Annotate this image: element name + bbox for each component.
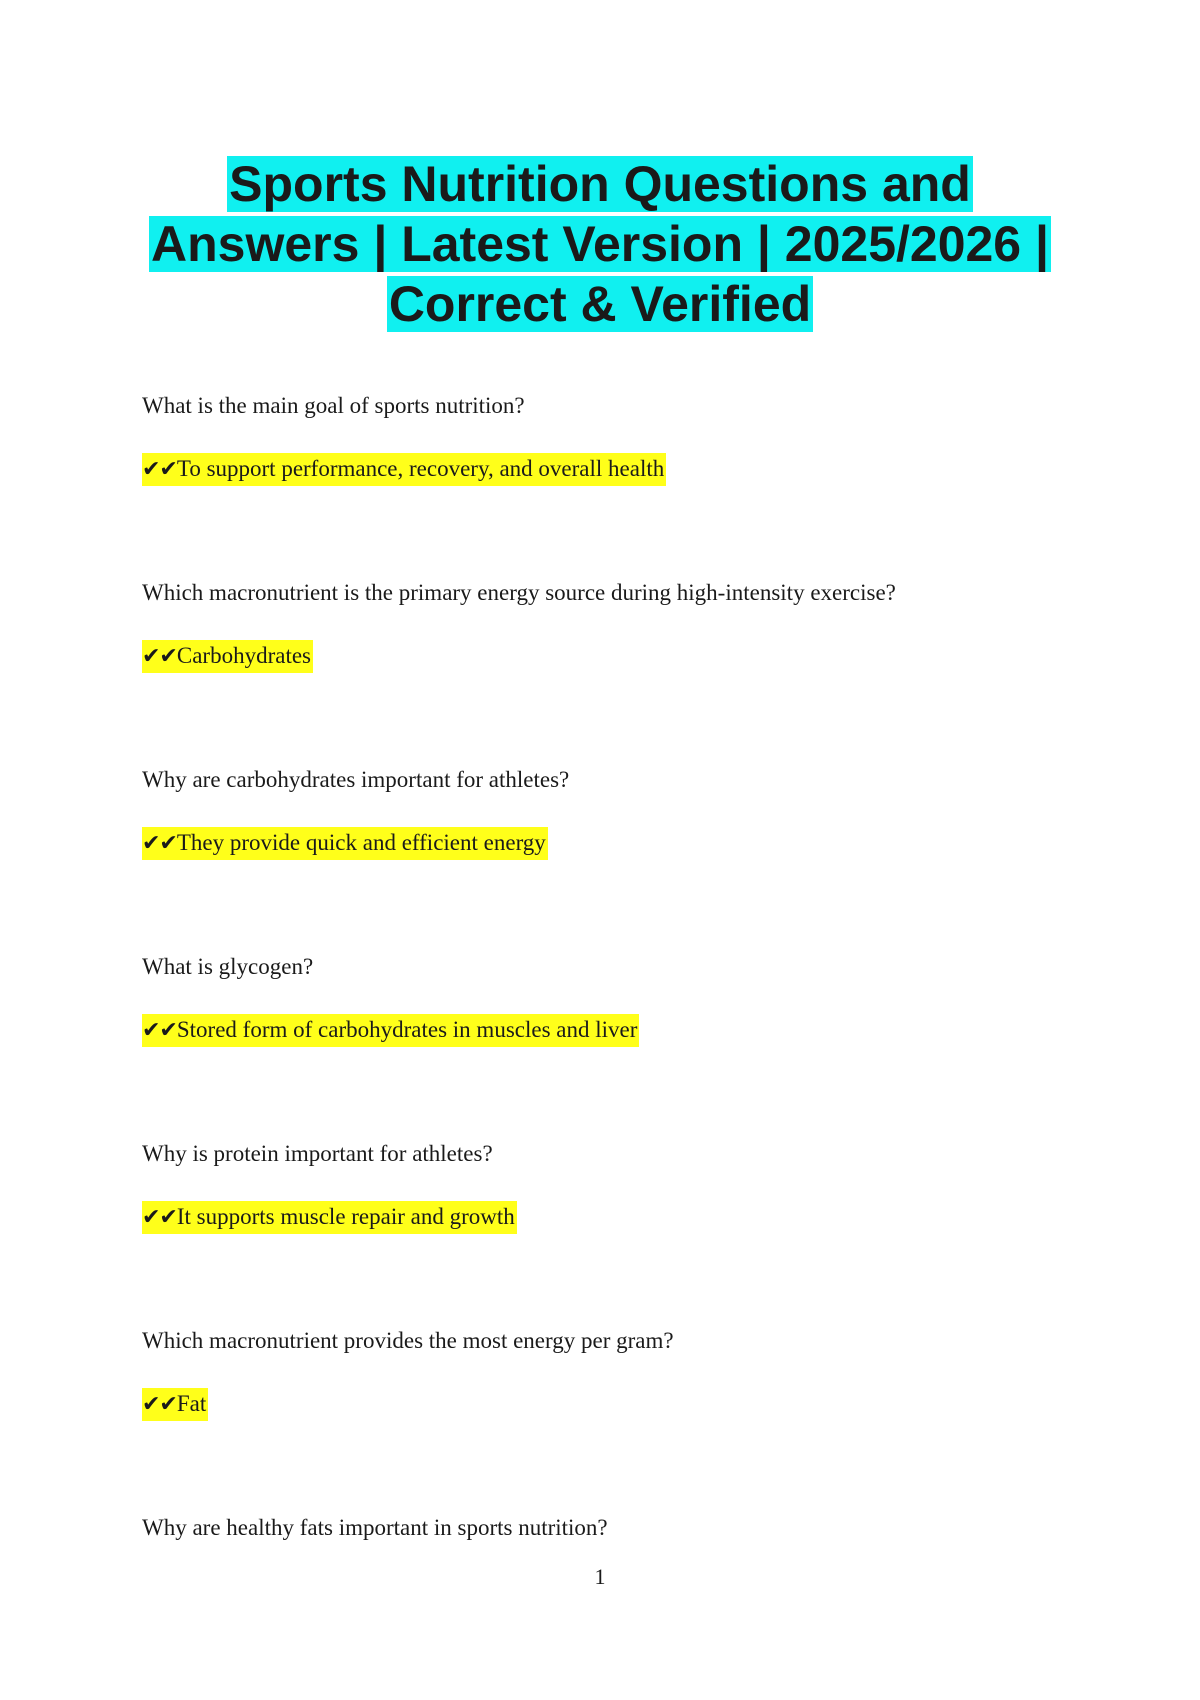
double-check-icon: ✔✔ xyxy=(142,831,177,856)
double-check-icon: ✔✔ xyxy=(142,1205,177,1230)
question-text: What is the main goal of sports nutrition? xyxy=(142,393,525,418)
document-title xyxy=(100,154,1100,334)
double-check-icon: ✔✔ xyxy=(142,1018,177,1043)
title-line-text: Sports Nutrition Questions and xyxy=(229,156,971,212)
title-line xyxy=(100,214,1100,274)
answer-label: To support performance, recovery, and overall health xyxy=(176,456,665,481)
answer-label: It supports muscle repair and growth xyxy=(176,1204,515,1229)
answer-label: Fat xyxy=(176,1391,207,1416)
double-check-icon: ✔✔ xyxy=(142,644,177,669)
answer-text xyxy=(142,1388,208,1421)
question-text: Which macronutrient is the primary energy source during high-intensity exercise? xyxy=(142,580,896,605)
question-text: What is glycogen? xyxy=(142,954,314,979)
answer-text xyxy=(142,453,666,486)
qa-item xyxy=(142,390,1102,577)
answer-label: They provide quick and efficient energy xyxy=(176,830,546,855)
title-line xyxy=(100,274,1100,334)
question-text: Why are carbohydrates important for athletes? xyxy=(142,767,570,792)
qa-item xyxy=(142,1512,1102,1699)
answer-label: Carbohydrates xyxy=(176,643,312,668)
qa-item xyxy=(142,577,1102,764)
question-text: Which macronutrient provides the most energy per gram? xyxy=(142,1328,674,1353)
page-number: 1 xyxy=(594,1564,606,1589)
qa-list xyxy=(142,390,1102,1699)
answer-label: Stored form of carbohydrates in muscles and liver xyxy=(176,1017,638,1042)
title-line xyxy=(100,154,1100,214)
double-check-icon: ✔✔ xyxy=(142,457,177,482)
double-check-icon: ✔✔ xyxy=(142,1392,177,1417)
qa-item xyxy=(142,1325,1102,1512)
answer-text xyxy=(142,1201,517,1234)
answer-text xyxy=(142,640,313,673)
title-line-text: Answers | Latest Version | 2025/2026 | xyxy=(151,216,1049,272)
answer-text xyxy=(142,827,548,860)
qa-item xyxy=(142,1138,1102,1325)
question-text: Why are healthy fats important in sports nutrition? xyxy=(142,1515,608,1540)
answer-text xyxy=(142,1014,639,1047)
question-text: Why is protein important for athletes? xyxy=(142,1141,493,1166)
qa-item xyxy=(142,764,1102,951)
qa-item xyxy=(142,951,1102,1138)
title-line-text: Correct & Verified xyxy=(388,276,812,332)
